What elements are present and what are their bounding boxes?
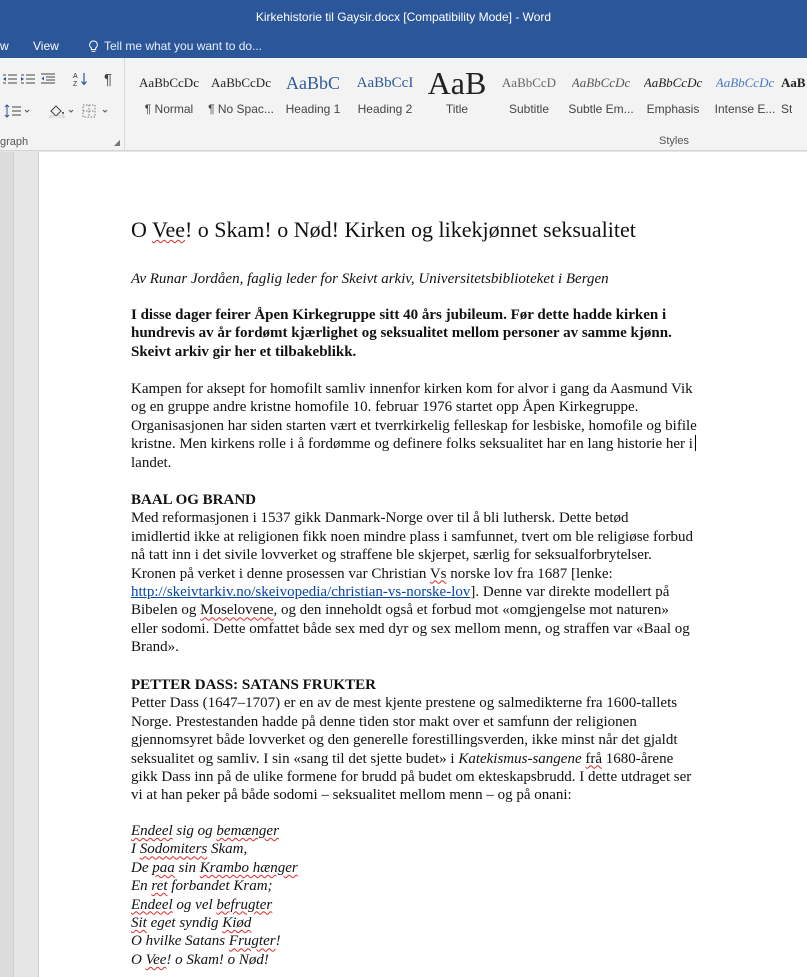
section-text: , og den inneholdt også et forbud mot «omgjengelse mot naturen» — [273, 602, 669, 619]
document-page[interactable] — [38, 152, 807, 977]
svg-text:A: A — [73, 73, 78, 80]
title-misspelled-word: Vee — [152, 217, 185, 242]
misspelled-word: Moselovene — [200, 602, 274, 619]
style-label: Intense E... — [714, 102, 776, 116]
section-baal-og-brand — [131, 491, 751, 657]
verse-line — [131, 822, 751, 840]
intro-line: Kampen for aksept for homofilt samliv innenfor kirken kom for alvor i gang da Aasmund Vik — [131, 381, 693, 397]
increase-indent-button[interactable] — [20, 68, 36, 90]
style-preview: AaBbCcDc — [643, 75, 703, 90]
law-link[interactable]: http://skeivtarkiv.no/skeivopedia/christian-vs-norske-lov — [131, 584, 471, 601]
style-normal[interactable] — [133, 64, 205, 126]
style-title[interactable] — [421, 64, 493, 126]
ribbon — [0, 58, 807, 151]
verse-text: O — [131, 951, 146, 968]
verse-excerpt — [131, 822, 751, 969]
style-preview: AaBbCcI — [356, 74, 414, 91]
title-text: O — [131, 217, 152, 242]
verse-line — [131, 932, 751, 950]
title-text: ! o Skam! o Nød! Kirken og likekjønnet seksualitet — [184, 217, 636, 242]
paragraph-group-label: graph — [0, 136, 29, 148]
section-text: Kronen på verket i denne prosessen var Christian — [131, 565, 430, 582]
lead-paragraph — [131, 306, 751, 361]
tell-me-box[interactable] — [88, 39, 262, 53]
misspelled-word: befrugter — [216, 896, 273, 913]
tell-me-text: Tell me what you want to do... — [104, 39, 263, 53]
verse-text: En — [131, 878, 152, 895]
paragraph-group — [0, 58, 125, 151]
style-preview: AaBbCcD — [501, 75, 557, 90]
misspelled-word: ret — [151, 878, 168, 895]
line-spacing-icon — [4, 104, 30, 118]
verse-text: ! — [275, 933, 281, 950]
outdent-button[interactable] — [40, 68, 56, 90]
style-preview: AaB — [427, 64, 487, 101]
show-formatting-button[interactable] — [104, 68, 112, 90]
section-line: vi at han peker på både sodomi – seksualitet mellom menn – og på onani: — [131, 787, 572, 804]
verse-line — [131, 859, 751, 877]
byline: Av Runar Jordåen, faglig leder for Skeivt arkiv, Universitetsbiblioteket i Bergen — [131, 271, 609, 287]
style-label: ¶ No Spac... — [208, 102, 274, 116]
window-title: Kirkehistorie til Gaysir.docx [Compatibility Mode] - Word — [255, 10, 552, 24]
verse-text: O hvilke Satans — [131, 933, 229, 950]
misspelled-word: Kiød — [222, 915, 252, 932]
style-heading-1[interactable] — [277, 64, 349, 126]
decrease-indent-button[interactable] — [2, 68, 18, 90]
section-line — [131, 565, 751, 583]
misspelled-word: Krambo hænger — [199, 859, 298, 876]
svg-text:Z: Z — [73, 81, 78, 87]
style-intense-emphasis[interactable] — [709, 64, 781, 126]
section-line: nå tatt inn i det sivile lovverket og straffene ble skjerpet, særlig for seksualforbrytelser. — [131, 547, 652, 564]
style-subtitle[interactable] — [493, 64, 565, 126]
intro-line: landet. — [131, 454, 172, 471]
misspelled-word: Sodomiters — [139, 841, 208, 858]
styles-gallery — [133, 64, 807, 126]
intro-line: og en gruppe andre kristne homofile 10. februar 1976 startet opp Åpen Kirkegruppe. — [131, 399, 639, 416]
styles-group-label: Styles — [659, 135, 689, 147]
sort-button[interactable] — [72, 68, 88, 90]
section-line: gikk Dass inn på de ulike formene for brudd på budet om ekteskapsbrudd. I dette utdraget ser — [131, 769, 692, 786]
borders-icon — [82, 104, 110, 118]
style-subtle-emphasis[interactable] — [565, 64, 637, 126]
section-line — [131, 583, 751, 601]
section-line: Med reformasjonen i 1537 gikk Danmark-Norge over til å bli luthersk. Dette betød — [131, 510, 629, 527]
style-label: Heading 2 — [357, 102, 413, 116]
misspelled-word: Vs — [429, 565, 447, 582]
section-heading: BAAL OG BRAND — [131, 492, 257, 508]
verse-text: I — [131, 841, 140, 858]
style-no-spacing[interactable] — [205, 64, 277, 126]
misspelled-word: bemænger — [216, 823, 279, 839]
window-title-bar — [0, 0, 807, 34]
misspelled-word: Vee — [145, 951, 167, 968]
style-label: Subtitle — [508, 102, 550, 116]
lightbulb-icon — [88, 40, 99, 53]
outdent-icon — [40, 72, 56, 86]
verse-line — [131, 877, 751, 895]
increase-indent-icon — [20, 72, 36, 86]
verse-text: De — [131, 859, 153, 876]
line-spacing-button[interactable] — [4, 100, 30, 122]
style-emphasis[interactable] — [637, 64, 709, 126]
tab-view[interactable]: View — [33, 39, 59, 53]
lead-line: I disse dager feirer Åpen Kirkegruppe sitt 40 års jubileum. Før dette hadde kirken i — [131, 307, 667, 323]
verse-line — [131, 896, 751, 914]
document-title — [131, 216, 636, 244]
section-text: seksualitet og samliv. I sin «sang til det sjette budet» i — [131, 750, 459, 767]
intro-line — [131, 435, 751, 453]
ribbon-tabs — [0, 34, 807, 58]
vertical-ruler — [0, 152, 14, 977]
verse-text: sig og — [172, 823, 217, 839]
misspelled-word: Endeel — [131, 896, 173, 913]
style-preview: AaBbCcDc — [715, 75, 775, 90]
paint-bucket-icon — [48, 104, 76, 118]
misspelled-word: Endeel — [131, 823, 173, 839]
verse-line — [131, 914, 751, 932]
style-preview: AaBbC — [286, 72, 340, 93]
misspelled-word: Sit — [131, 915, 147, 932]
verse-text: sin — [174, 859, 200, 876]
section-line — [131, 601, 751, 619]
style-label: ¶ Normal — [144, 102, 194, 116]
section-line: imidlertid ikke at religionen fikk noen mindre plass i samfunnet, tvert om ble religiøse forbud — [131, 528, 693, 545]
style-heading-2[interactable] — [349, 64, 421, 126]
style-preview: AaBbCcDc — [211, 75, 271, 90]
intro-text: kristne. Men kirkens rolle i å fordømme og definere folks seksualitet har en lang historie her i — [131, 436, 693, 453]
verse-line — [131, 951, 751, 969]
verse-text: Skam, — [207, 841, 248, 858]
decrease-indent-icon — [2, 72, 18, 86]
style-label: St — [781, 102, 793, 116]
section-text: norske lov fra 1687 [lenke: — [446, 565, 613, 582]
paragraph-launcher-icon[interactable]: ◢ — [113, 138, 120, 147]
section-line: Petter Dass (1647–1707) er en av de mest kjente prestene og salmedikterne fra 1600-tallets — [131, 695, 678, 712]
section-line: Norge. Prestestanden hadde på denne tiden stor makt over et samfunn der religionen — [131, 713, 637, 730]
verse-text: ! o Skam! o Nød! — [166, 951, 269, 968]
borders-button[interactable] — [82, 100, 110, 122]
style-preview: AaB — [781, 75, 806, 90]
text-cursor — [695, 435, 696, 451]
section-line: gjennomsyret både lovverket og den generelle forestillingsverden, ikke minst når det gjaldt — [131, 732, 678, 749]
style-label: Emphasis — [646, 102, 700, 116]
verse-text: forbandet Kram; — [167, 878, 273, 895]
verse-text: eget syndig — [146, 915, 223, 932]
style-label: Title — [445, 102, 469, 116]
sort-az-icon — [72, 71, 88, 87]
tab-partial[interactable]: w — [0, 39, 9, 53]
pilcrow-icon: ¶ — [104, 70, 113, 88]
style-label: Heading 1 — [285, 102, 341, 116]
section-italic-text: Katekismus-sangene — [458, 750, 582, 767]
lead-line: hundrevis av år fordømt kjærlighet og seksualitet mellom personer av samme kjønn. — [131, 325, 672, 342]
intro-line: Organisasjonen har siden starten vært et tverrkirkelig felleskap for lesbiske, homofile og bifile — [131, 417, 697, 434]
section-petter-dass — [131, 676, 751, 805]
verse-text: og vel — [172, 896, 217, 913]
lead-line: Skeivt arkiv gir her et tilbakeblikk. — [131, 343, 357, 360]
verse-line — [131, 840, 751, 858]
style-strong[interactable] — [781, 64, 807, 126]
section-text: 1680-årene — [602, 750, 674, 767]
style-label: Subtle Em... — [568, 102, 634, 116]
style-preview: AaBbCcDc — [139, 75, 199, 90]
style-preview: AaBbCcDc — [571, 75, 631, 90]
section-line — [131, 750, 751, 768]
section-line: Brand». — [131, 639, 179, 656]
misspelled-word: paa — [152, 859, 175, 876]
section-text: ]. Denne var direkte modellert på — [470, 584, 670, 601]
section-heading: PETTER DASS: SATANS FRUKTER — [131, 677, 376, 693]
shading-button[interactable] — [48, 100, 76, 122]
section-line: eller sodomi. Dette omfattet både sex med dyr og sex mellom menn, og straffen var «Baal og — [131, 620, 690, 637]
section-text: Bibelen og — [131, 602, 201, 619]
misspelled-word: Frugter — [228, 933, 276, 950]
misspelled-word: frå — [585, 750, 603, 767]
intro-paragraph — [131, 380, 751, 472]
left-margin — [0, 152, 38, 977]
